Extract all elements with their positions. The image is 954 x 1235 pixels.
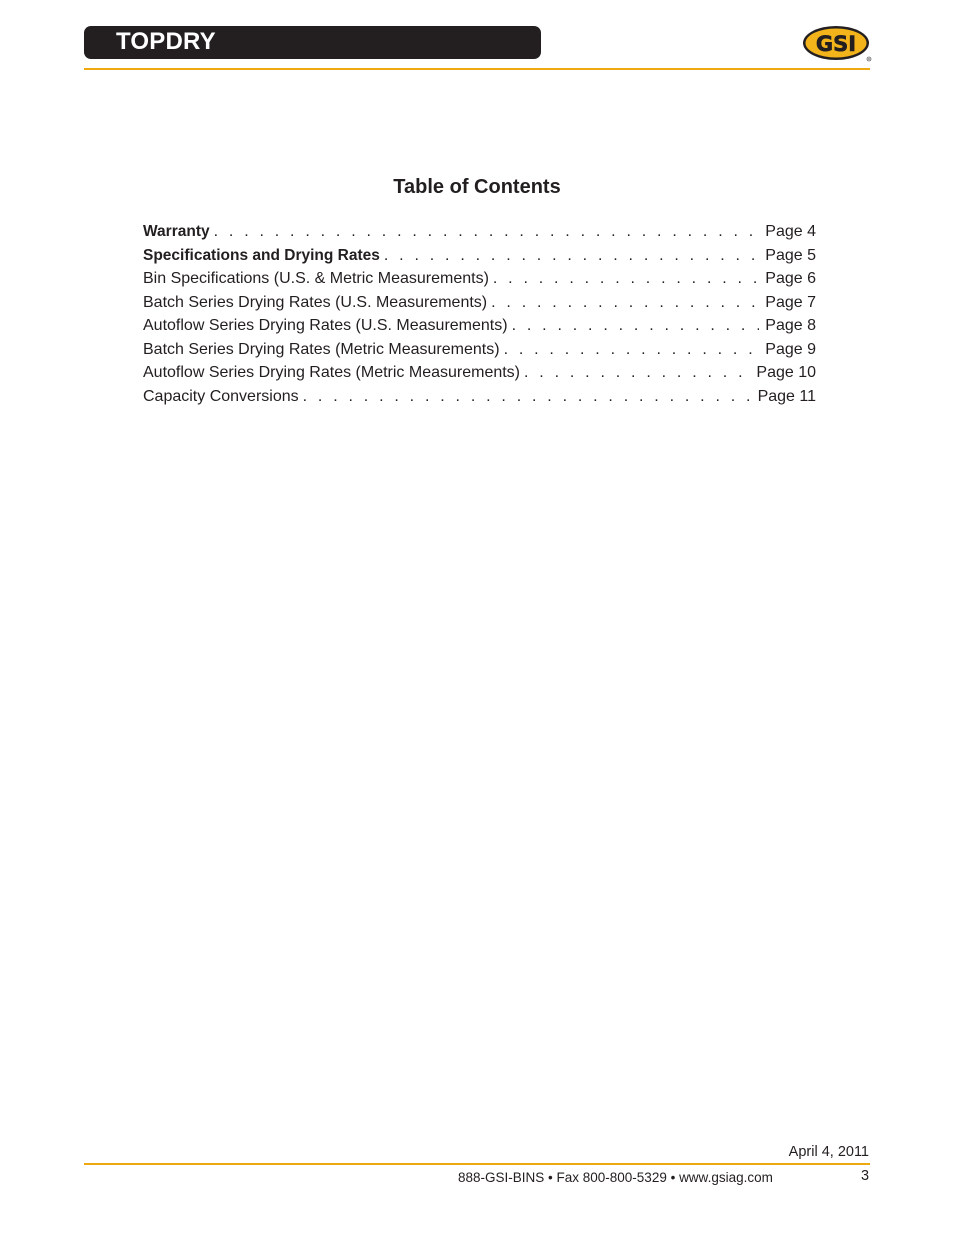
toc-entry-label: Autoflow Series Drying Rates (U.S. Measurements) bbox=[143, 317, 508, 334]
toc-entry[interactable] bbox=[143, 314, 816, 338]
toc-leader-dots bbox=[384, 244, 759, 268]
footer-contact: 888-GSI-BINS • Fax 800-800-5329 • www.gsiag.com bbox=[458, 1170, 773, 1185]
toc-entry[interactable] bbox=[143, 244, 816, 268]
toc-entry-page: Page 11 bbox=[757, 387, 816, 405]
toc-entry[interactable] bbox=[143, 361, 816, 385]
svg-text:R: R bbox=[867, 57, 871, 62]
gsi-logo bbox=[801, 24, 873, 64]
toc-leader-dots bbox=[512, 314, 760, 338]
toc-entry-label: Specifications and Drying Rates bbox=[143, 246, 380, 264]
toc-entry-page: Page 6 bbox=[765, 270, 816, 287]
toc-leader-dots bbox=[524, 361, 750, 385]
toc-leader-dots bbox=[504, 338, 760, 362]
toc-entry-page: Page 10 bbox=[756, 364, 816, 381]
toc-entry-page: Page 4 bbox=[765, 223, 816, 240]
toc-entry[interactable] bbox=[143, 338, 816, 362]
footer-divider bbox=[84, 1163, 870, 1165]
toc-entry-label: Autoflow Series Drying Rates (Metric Measurements) bbox=[143, 364, 521, 381]
header-divider bbox=[84, 68, 870, 70]
toc-leader-dots bbox=[214, 220, 760, 244]
toc-entry-page: Page 8 bbox=[765, 317, 816, 334]
table-of-contents bbox=[143, 220, 816, 408]
toc-entry[interactable] bbox=[143, 385, 816, 409]
toc-entry-label: Bin Specifications (U.S. & Metric Measurements) bbox=[143, 270, 489, 287]
toc-leader-dots bbox=[303, 385, 752, 409]
toc-entry[interactable] bbox=[143, 291, 816, 315]
page-number: 3 bbox=[861, 1168, 870, 1184]
toc-entry[interactable] bbox=[143, 267, 816, 291]
toc-leader-dots bbox=[491, 291, 759, 315]
toc-entry-page: Page 5 bbox=[765, 246, 816, 264]
toc-entry-page: Page 7 bbox=[765, 293, 816, 311]
logo-text: GSI bbox=[815, 32, 857, 56]
toc-entry-page: Page 9 bbox=[765, 340, 816, 358]
toc-entry[interactable] bbox=[143, 220, 816, 244]
footer-date: April 4, 2011 bbox=[788, 1144, 869, 1160]
toc-title: Table of Contents bbox=[393, 176, 561, 198]
toc-entry-label: Batch Series Drying Rates (Metric Measurements) bbox=[143, 340, 500, 358]
toc-entry-label: Capacity Conversions bbox=[143, 387, 299, 405]
document-title: TOPDRY bbox=[116, 28, 216, 55]
toc-entry-label: Batch Series Drying Rates (U.S. Measurements) bbox=[143, 293, 488, 311]
toc-leader-dots bbox=[493, 267, 759, 291]
toc-entry-label: Warranty bbox=[143, 223, 210, 240]
